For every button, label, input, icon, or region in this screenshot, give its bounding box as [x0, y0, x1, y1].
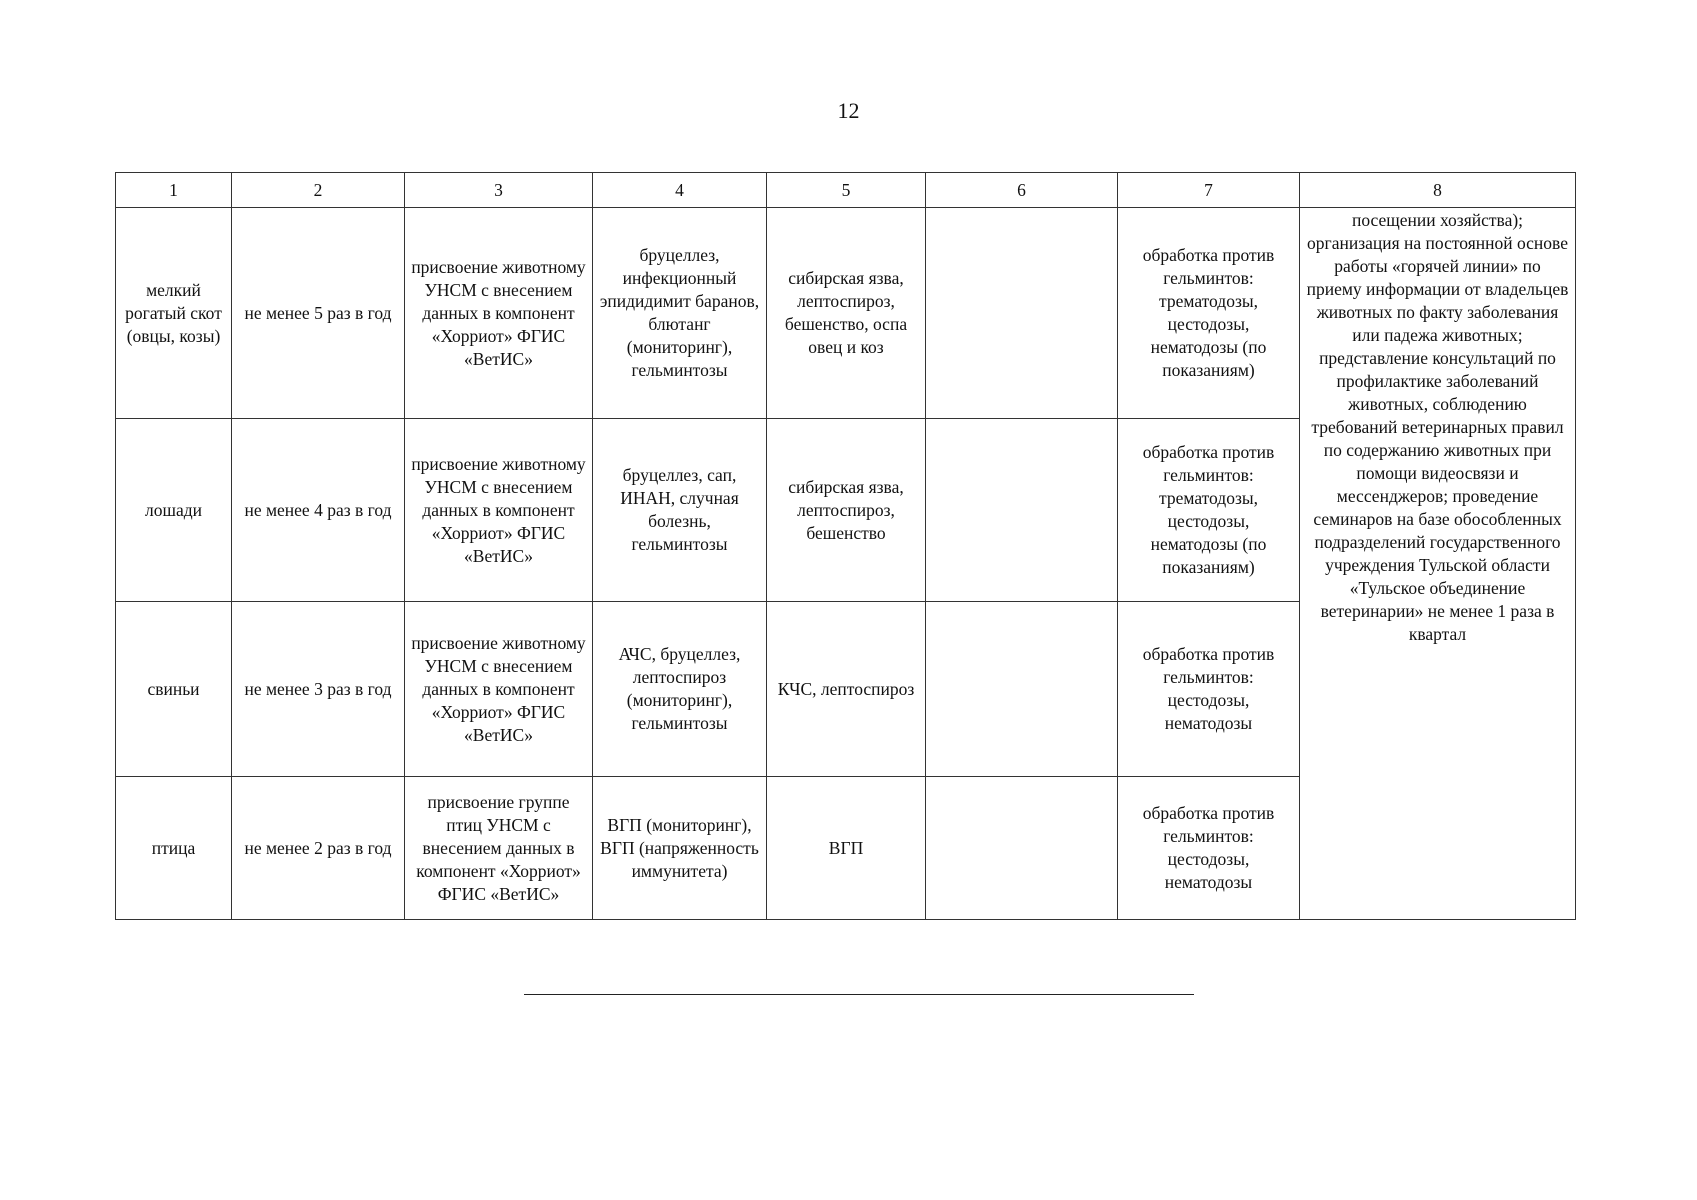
empty-cell: [926, 602, 1118, 777]
footer-divider-line: [524, 994, 1194, 995]
consultation-measures-cell: посещении хозяйства); организация на постоянной основе работы «горячей линии» по приему информации от владельцев животных по факту заболевания или падежа животных; представление консультаций по профилактике заболеваний животных, соблюдению требований ветеринарных правил по содержанию животных при помощи видеосвязи и мессенджеров; проведение семинаров на базе обособленных подразделений государственного учреждения Тульской области «Тульское объединение ветеринарии» не менее 1 раза в квартал: [1300, 208, 1576, 920]
animal-species-cell: мелкий рогатый скот (овцы, козы): [116, 208, 232, 419]
header-cell: 6: [926, 173, 1118, 208]
empty-cell: [926, 777, 1118, 920]
header-cell: 5: [767, 173, 926, 208]
treatment-cell: обработка против гельминтов: цестодозы, нематодозы: [1118, 777, 1300, 920]
animal-species-cell: лошади: [116, 419, 232, 602]
empty-cell: [926, 208, 1118, 419]
header-cell: 8: [1300, 173, 1576, 208]
header-cell: 1: [116, 173, 232, 208]
treatment-cell: обработка против гельминтов: трематодозы, цестодозы, нематодозы (по показаниям): [1118, 419, 1300, 602]
diagnostics-cell: АЧС, бруцеллез, лептоспироз (мониторинг), гельминтозы: [593, 602, 767, 777]
frequency-cell: не менее 5 раз в год: [232, 208, 405, 419]
vaccination-cell: КЧС, лептоспироз: [767, 602, 926, 777]
vaccination-cell: сибирская язва, лептоспироз, бешенство, оспа овец и коз: [767, 208, 926, 419]
column-number-row: [116, 173, 1576, 208]
frequency-cell: не менее 2 раз в год: [232, 777, 405, 920]
diagnostics-cell: бруцеллез, сап, ИНАН, случная болезнь, гельминтозы: [593, 419, 767, 602]
vaccination-cell: ВГП: [767, 777, 926, 920]
header-cell: 3: [405, 173, 593, 208]
animal-species-cell: птица: [116, 777, 232, 920]
treatment-cell: обработка против гельминтов: трематодозы, цестодозы, нематодозы (по показаниям): [1118, 208, 1300, 419]
frequency-cell: не менее 3 раз в год: [232, 602, 405, 777]
identification-cell: присвоение животному УНСМ с внесением данных в компонент «Хорриот» ФГИС «ВетИС»: [405, 602, 593, 777]
treatment-cell: обработка против гельминтов: цестодозы, нематодозы: [1118, 602, 1300, 777]
identification-cell: присвоение группе птиц УНСМ с внесением данных в компонент «Хорриот» ФГИС «ВетИС»: [405, 777, 593, 920]
animal-species-cell: свиньи: [116, 602, 232, 777]
frequency-cell: не менее 4 раз в год: [232, 419, 405, 602]
table-row: [116, 208, 1576, 419]
veterinary-measures-table: [115, 172, 1576, 920]
vaccination-cell: сибирская язва, лептоспироз, бешенство: [767, 419, 926, 602]
page-number: 12: [837, 98, 860, 123]
header-cell: 2: [232, 173, 405, 208]
header-cell: 7: [1118, 173, 1300, 208]
header-cell: 4: [593, 173, 767, 208]
identification-cell: присвоение животному УНСМ с внесением данных в компонент «Хорриот» ФГИС «ВетИС»: [405, 419, 593, 602]
identification-cell: присвоение животному УНСМ с внесением данных в компонент «Хорриот» ФГИС «ВетИС»: [405, 208, 593, 419]
diagnostics-cell: ВГП (мониторинг), ВГП (напряженность иммунитета): [593, 777, 767, 920]
empty-cell: [926, 419, 1118, 602]
diagnostics-cell: бруцеллез, инфекционный эпидидимит баранов, блютанг (мониторинг), гельминтозы: [593, 208, 767, 419]
